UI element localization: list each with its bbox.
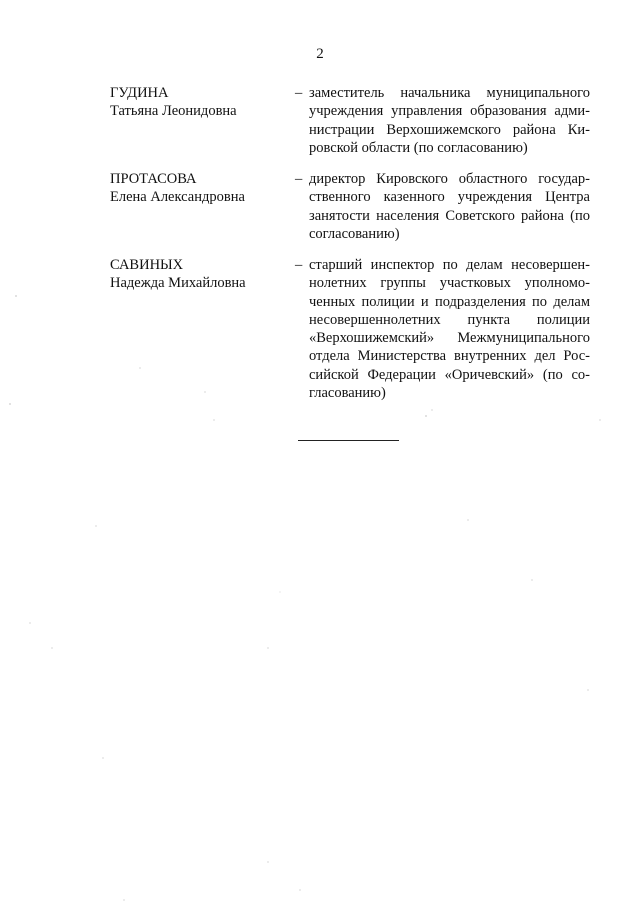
page-number: 2 bbox=[316, 46, 324, 62]
member-name bbox=[110, 256, 280, 292]
dash-separator: – bbox=[295, 85, 303, 101]
closing-rule bbox=[298, 440, 399, 441]
member-surname: САВИНЫХ bbox=[110, 257, 184, 273]
member-given-names: Надежда Михайловна bbox=[110, 275, 246, 291]
member-name bbox=[110, 170, 280, 206]
member-role: заместитель начальника муниципального учреждения управления образования администрации Верхошижемского района Кировской области (по согласованию) bbox=[309, 85, 590, 156]
member-surname: ПРОТАСОВА bbox=[110, 171, 197, 187]
dash-separator: – bbox=[295, 257, 303, 273]
member-given-names: Елена Александровна bbox=[110, 189, 245, 205]
dash-separator: – bbox=[295, 171, 303, 187]
member-name bbox=[110, 84, 280, 120]
member-role: директор Кировского областного государственного казенного учреждения Центра занятости населения Советского района (по согласованию) bbox=[309, 171, 590, 242]
member-role: старший инспектор по делам несовершеннолетних группы участковых уполномоченных полиции и подразделения по делам несовершеннолетних пункта полиции «Верхошижемский» Межмуниципального отдела Министерства внутренних дел Российской Федерации «Оричевский» (по согласованию) bbox=[309, 257, 590, 402]
member-surname: ГУДИНА bbox=[110, 85, 169, 101]
member-given-names: Татьяна Леонидовна bbox=[110, 103, 237, 119]
